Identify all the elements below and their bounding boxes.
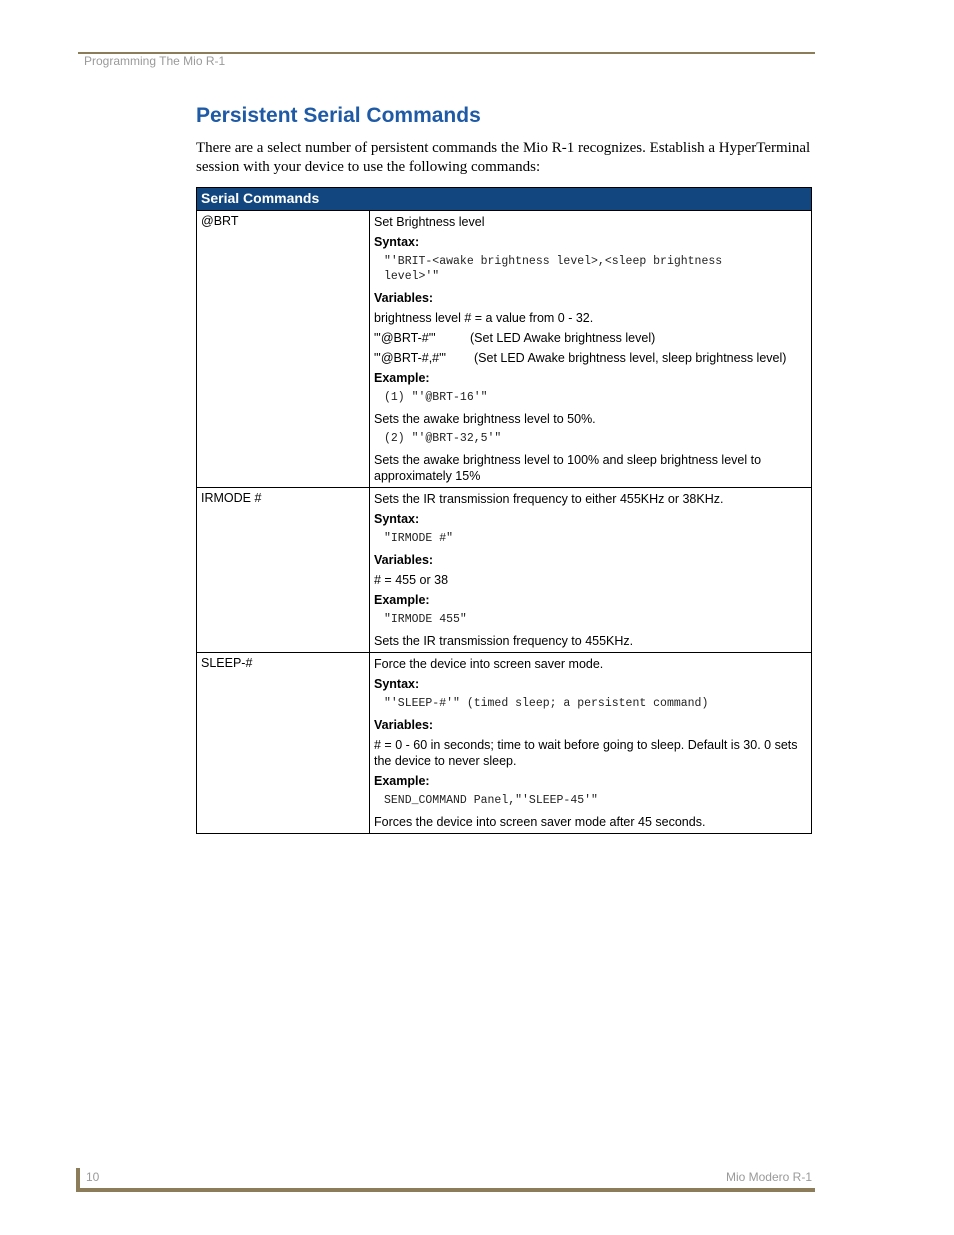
syntax-label: Syntax: — [374, 512, 420, 526]
example-label: Example: — [374, 593, 430, 607]
command-name: SLEEP-# — [197, 653, 370, 834]
running-header: Programming The Mio R-1 — [84, 54, 226, 68]
example-label: Example: — [374, 774, 430, 788]
table-header-row — [197, 188, 812, 211]
example-description: Forces the device into screen saver mode after 45 seconds. — [374, 815, 706, 829]
command-details — [370, 653, 812, 834]
command-description: Set Brightness level — [374, 215, 485, 229]
footer-rule — [76, 1188, 815, 1192]
syntax-code: "IRMODE #" — [384, 532, 454, 545]
syntax-code — [374, 254, 807, 284]
variable-command: "'@BRT-#'" — [374, 331, 436, 345]
variables-label: Variables: — [374, 718, 434, 732]
table-row — [197, 653, 812, 834]
example-code: (1) "'@BRT-16'" — [384, 391, 488, 404]
page-title: Persistent Serial Commands — [196, 104, 481, 127]
variable-text: brightness level # = a value from 0 - 32. — [374, 311, 594, 325]
syntax-code: "'SLEEP-#'" (timed sleep; a persistent command) — [384, 697, 709, 710]
syntax-code-line: level>'" — [384, 270, 440, 283]
command-description: Sets the IR transmission frequency to either 455KHz or 38KHz. — [374, 492, 724, 506]
variable-command: "'@BRT-#,#'" — [374, 351, 446, 365]
table-row — [197, 211, 812, 488]
variable-text: # = 0 - 60 in seconds; time to wait before going to sleep. Default is 30. 0 sets the device to never sleep. — [374, 738, 798, 768]
variables-label: Variables: — [374, 291, 434, 305]
variable-text — [374, 330, 807, 346]
command-name: IRMODE # — [197, 488, 370, 653]
example-label: Example: — [374, 371, 430, 385]
example-description: Sets the IR transmission frequency to 455KHz. — [374, 634, 634, 648]
syntax-label: Syntax: — [374, 677, 420, 691]
page-number: 10 — [86, 1170, 100, 1184]
command-details — [370, 211, 812, 488]
table-row — [197, 488, 812, 653]
document-name: Mio Modero R-1 — [725, 1170, 812, 1184]
table-header: Serial Commands — [197, 188, 812, 211]
example-code: (2) "'@BRT-32,5'" — [384, 432, 502, 445]
variable-description: (Set LED Awake brightness level) — [470, 331, 656, 345]
variable-text — [374, 350, 807, 366]
example-description: Sets the awake brightness level to 100% and sleep brightness level to approximately 15% — [374, 453, 762, 483]
variable-text: # = 455 or 38 — [374, 573, 449, 587]
intro-paragraph: There are a select number of persistent commands the Mio R-1 recognizes. Establish a HyperTerminal session with your device to use the following commands: — [196, 140, 811, 175]
example-description: Sets the awake brightness level to 50%. — [374, 412, 596, 426]
syntax-label: Syntax: — [374, 235, 420, 249]
example-code: SEND_COMMAND Panel,"'SLEEP-45'" — [384, 794, 598, 807]
command-name: @BRT — [197, 211, 370, 488]
command-description: Force the device into screen saver mode. — [374, 657, 604, 671]
example-code: "IRMODE 455" — [384, 613, 467, 626]
syntax-code-line: "'BRIT-<awake brightness level>,<sleep brightness — [384, 255, 723, 268]
variable-description: (Set LED Awake brightness level, sleep brightness level) — [474, 351, 787, 365]
serial-commands-table — [196, 187, 812, 834]
variables-label: Variables: — [374, 553, 434, 567]
command-details — [370, 488, 812, 653]
